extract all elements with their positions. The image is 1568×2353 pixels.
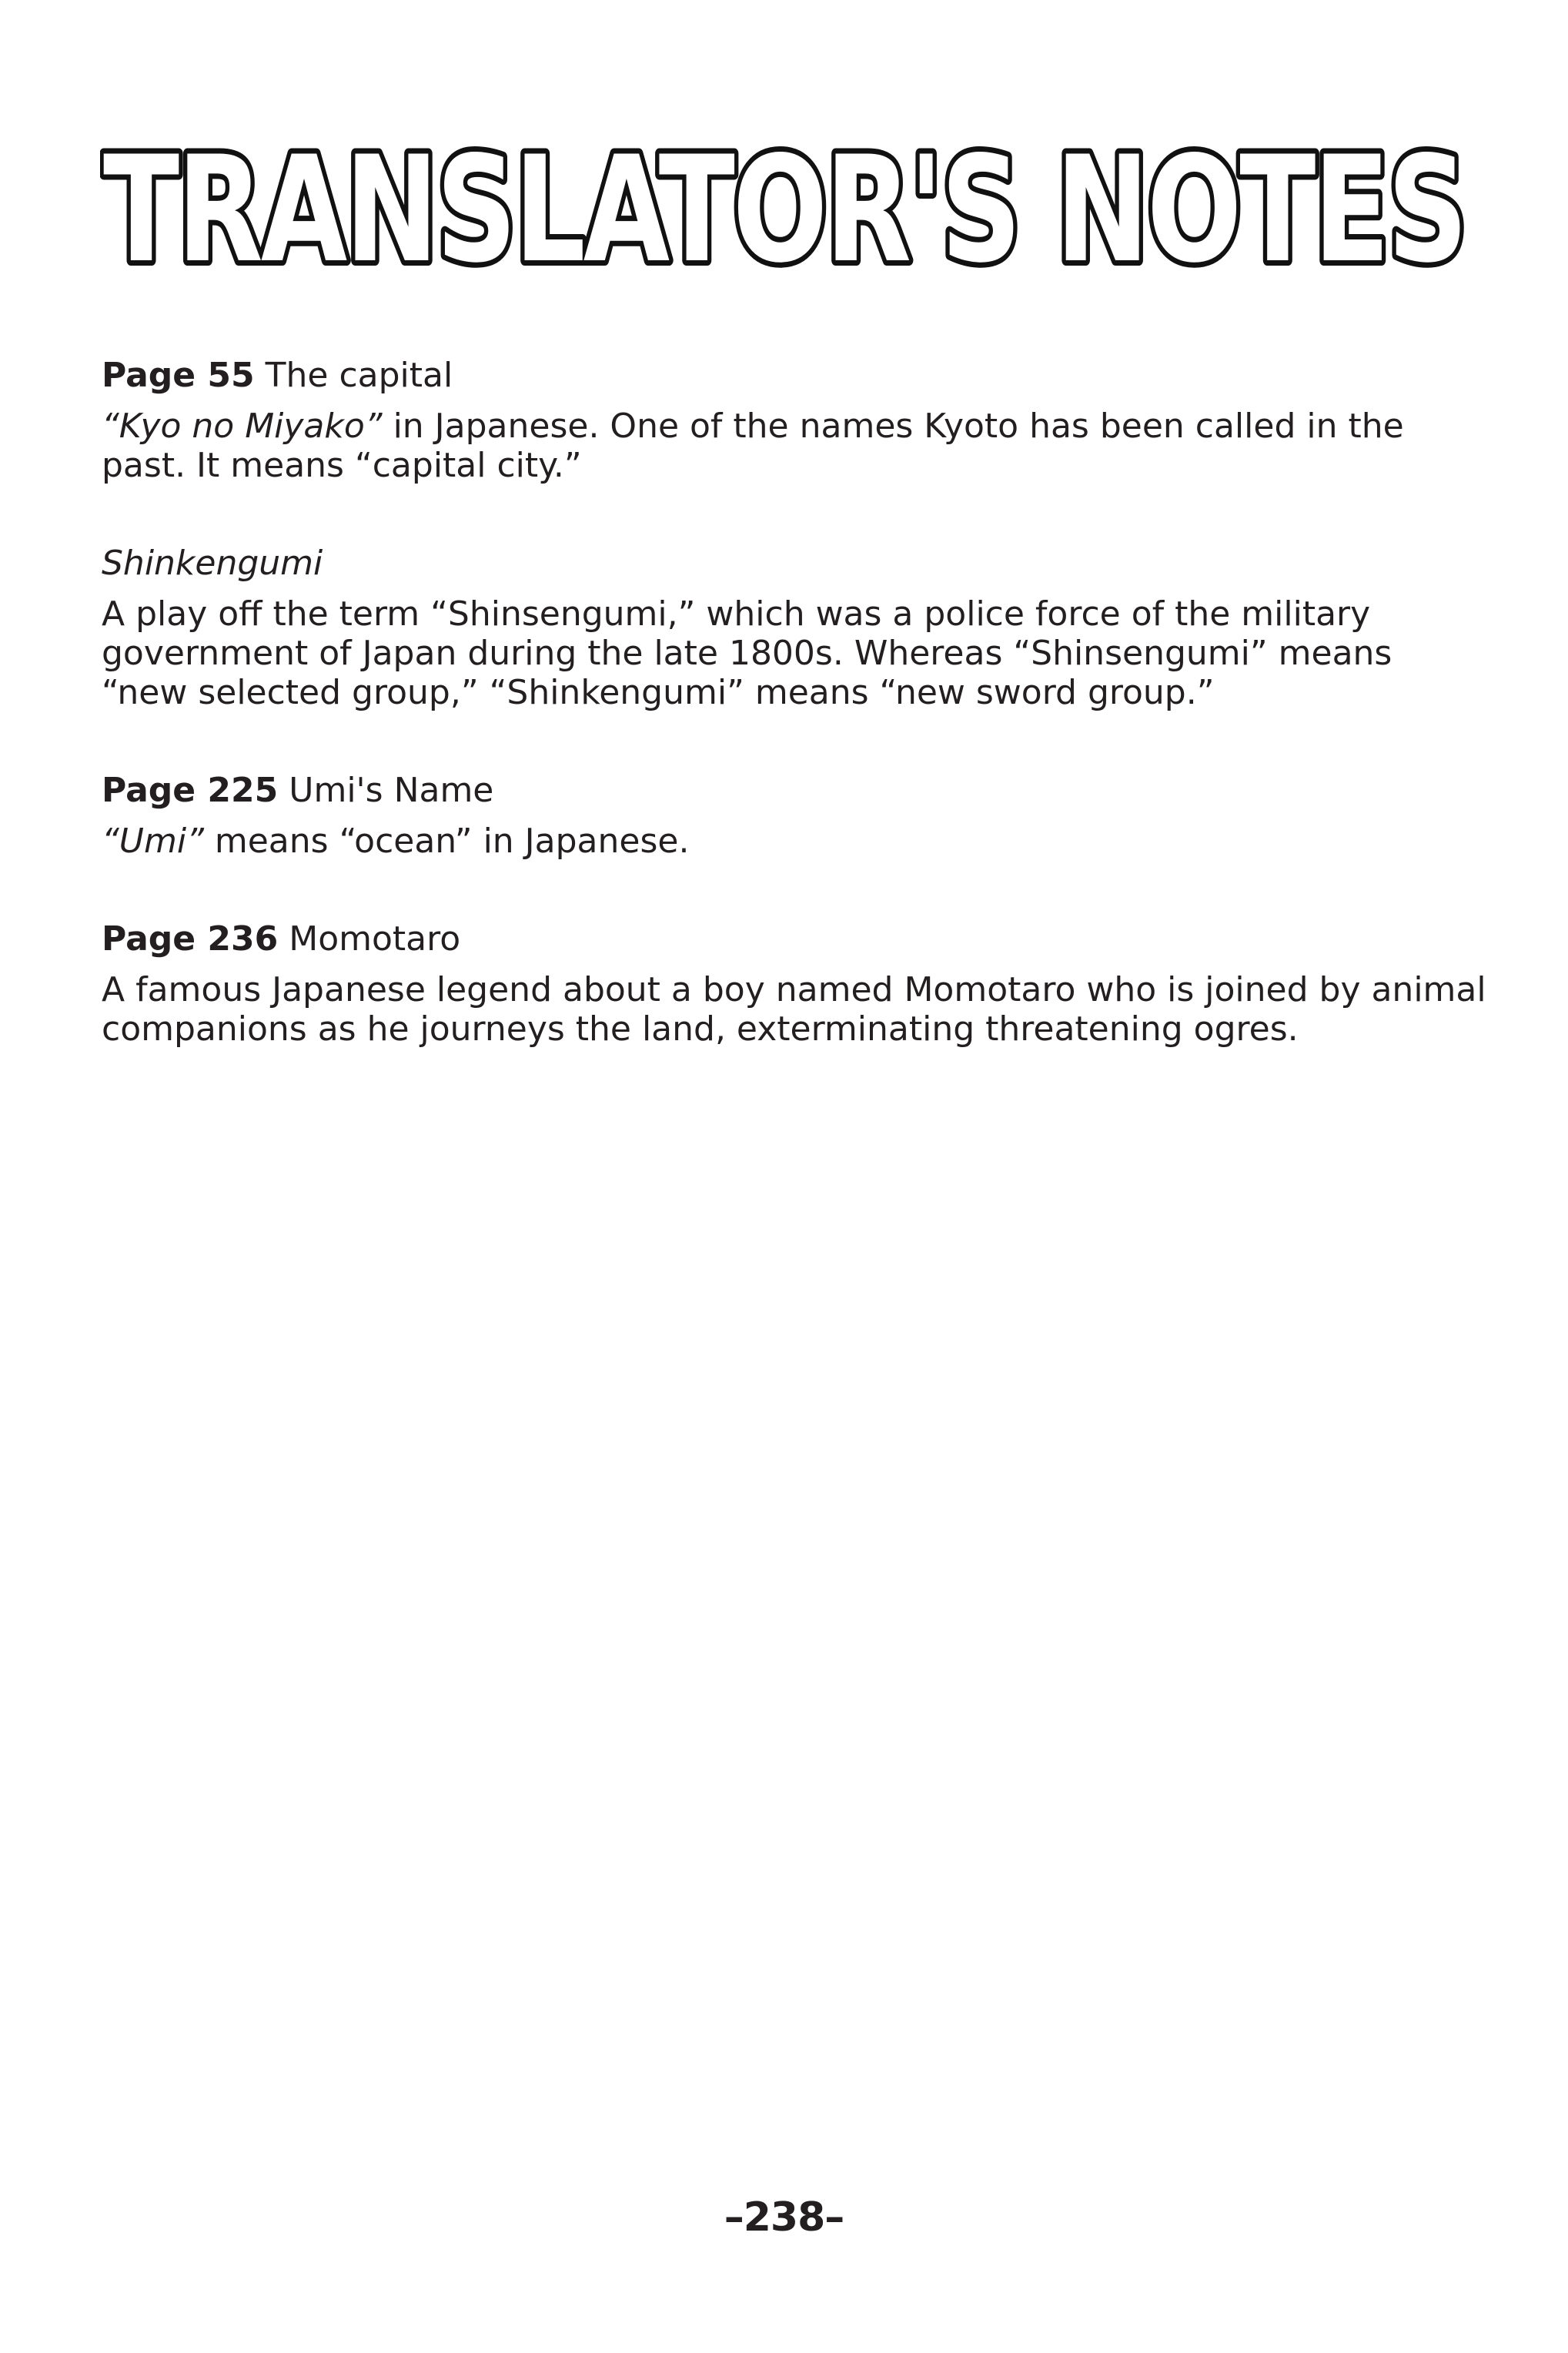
note-body bbox=[102, 407, 1487, 485]
note-momotaro bbox=[102, 918, 1487, 1049]
notes-list bbox=[102, 354, 1487, 1106]
note-page-ref: Page 225 bbox=[102, 771, 279, 810]
page-title bbox=[100, 129, 1470, 283]
note-term: Shinkengumi bbox=[102, 544, 323, 583]
note-heading bbox=[102, 769, 1487, 812]
note-shinkengumi bbox=[102, 542, 1487, 712]
note-term: Umi's Name bbox=[289, 771, 494, 810]
note-page-ref: Page 55 bbox=[102, 356, 255, 395]
note-body: A famous Japanese legend about a boy named Momotaro who is joined by animal companions as he journeys the land, exterminating threatening ogres. bbox=[102, 970, 1486, 1049]
note-heading bbox=[102, 918, 1487, 961]
note-umis-name bbox=[102, 769, 1487, 861]
note-body bbox=[102, 822, 1487, 861]
title-graphic bbox=[100, 129, 1470, 283]
note-capital bbox=[102, 354, 1487, 485]
note-body-text: in Japanese. One of the names Kyoto has been called in the past. It means “capital city.” bbox=[102, 407, 1404, 485]
note-page-ref: Page 236 bbox=[102, 919, 279, 959]
note-body-emphasis: “Kyo no Miyako” bbox=[102, 407, 383, 446]
note-heading bbox=[102, 354, 1487, 397]
title-text: TRANSLATOR'S NOTES bbox=[103, 129, 1466, 283]
note-body-emphasis: “Umi” bbox=[102, 822, 204, 861]
note-term: Momotaro bbox=[289, 919, 461, 959]
note-term: The capital bbox=[265, 356, 453, 395]
page-number: –238– bbox=[724, 2194, 844, 2241]
note-body-text: means “ocean” in Japanese. bbox=[203, 822, 690, 861]
note-heading bbox=[102, 542, 1487, 585]
note-body: A play off the term “Shinsengumi,” which was a police force of the military government of Japan during the late 1800s. Whereas “Shinsengumi” means “new selected group,” “Shinkengumi” means “new sword group.” bbox=[102, 594, 1392, 712]
